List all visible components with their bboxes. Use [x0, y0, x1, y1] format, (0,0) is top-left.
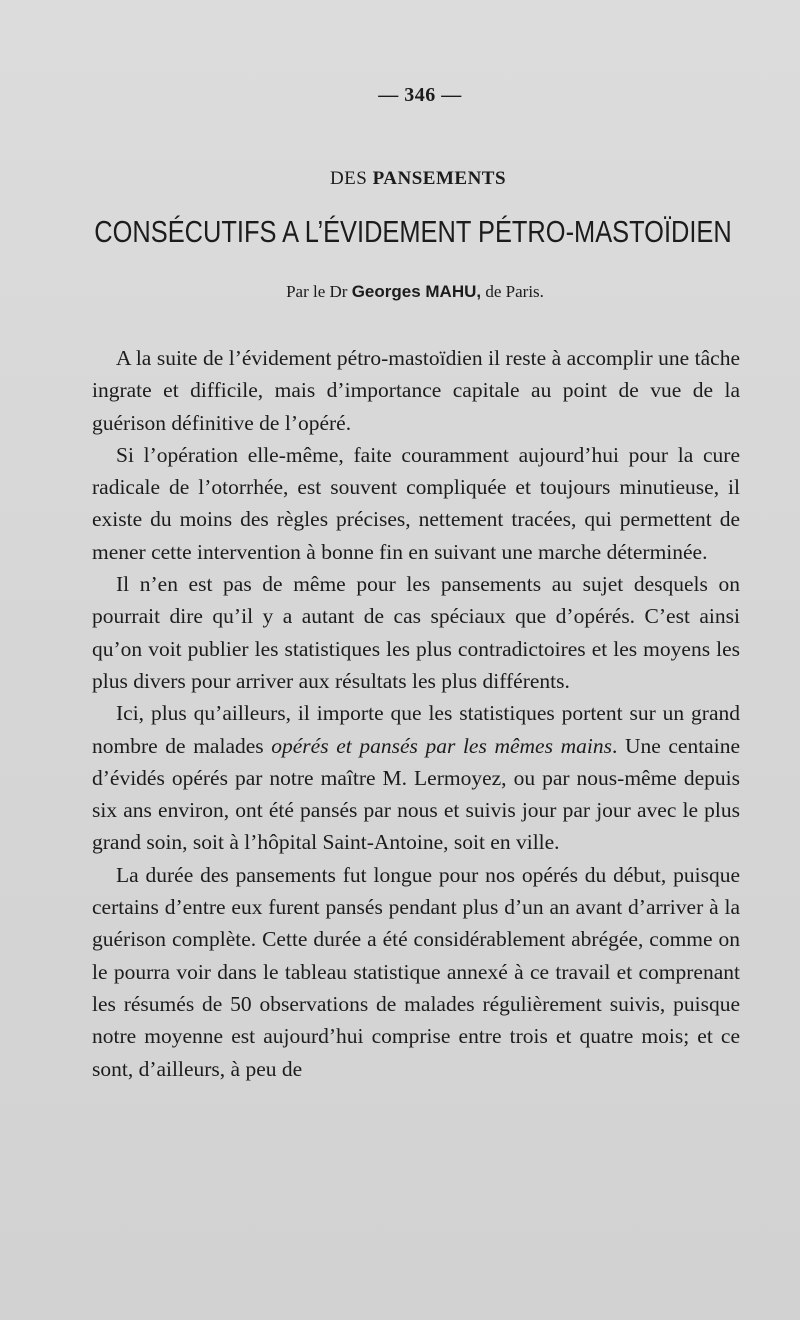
article-body [92, 342, 740, 1085]
article-title-line2: CONSÉCUTIFS A L’ÉVIDEMENT PÉTRO-MASTOÏDIEN [94, 214, 732, 249]
byline-prefix: Par le Dr [286, 282, 352, 301]
page-number: — 346 — [378, 84, 462, 106]
paragraph-4 [92, 697, 740, 858]
paragraph-4-end: . Une centaine d’évidés opérés par notre maître M. Lermoyez, ou par nous-même depuis six ans environ, ont été pansés par nous et suivis jour par jour avec le plus grand soin, soit à l’hôpital Saint-Antoine, soit en ville. [92, 733, 740, 855]
author-byline [0, 282, 800, 302]
byline-suffix: de Paris. [481, 282, 544, 301]
paragraph-2: Si l’opération elle-même, faite couramment aujourd’hui pour la cure radicale de l’otorrhée, est souvent compliquée et toujours minutieuse, il existe du moins des règles précises, nettement tracées, qui permettent de mener cette intervention à bonne fin en suivant une marche déterminée. [92, 442, 740, 564]
paragraph-4-italic: opérés et pansés par les mêmes mains [271, 733, 612, 758]
paragraph-5: La durée des pansements fut longue pour nos opérés du début, puisque certains d’entre eux furent pansés pendant plus d’un an avant d’arriver à la guérison complète. Cette durée a été considérablement abrégée, comme on le pourra voir dans le tableau statistique annexé à ce travail et comprenant les résumés de 50 observations de malades régulièrement suivis, puisque notre moyenne est aujourd’hui comprise entre trois et quatre mois; et ce sont, d’ailleurs, à peu de [92, 862, 740, 1081]
title-prefix: DES [329, 168, 373, 189]
paragraph-4-start: Ici, plus qu’ailleurs, il importe que les statistiques portent sur un grand nombre de malades [92, 701, 740, 758]
article-title-line1 [0, 168, 800, 190]
paragraph-3: Il n’en est pas de même pour les pansements au sujet desquels on pourrait dire qu’il y a autant de cas spéciaux que d’opérés. C’est ainsi qu’on voit publier les statistiques les plus contradictoires et les moyens les plus divers pour arriver aux résultats les plus différents. [92, 572, 740, 693]
title-bold-word: PANSEMENTS [372, 168, 507, 189]
paragraph-1: A la suite de l’évidement pétro-mastoïdien il reste à accomplir une tâche ingrate et difficile, mais d’importance capitale au point de vue de la guérison définitive de l’opéré. [92, 346, 740, 435]
author-name: Georges MAHU, [351, 282, 482, 301]
